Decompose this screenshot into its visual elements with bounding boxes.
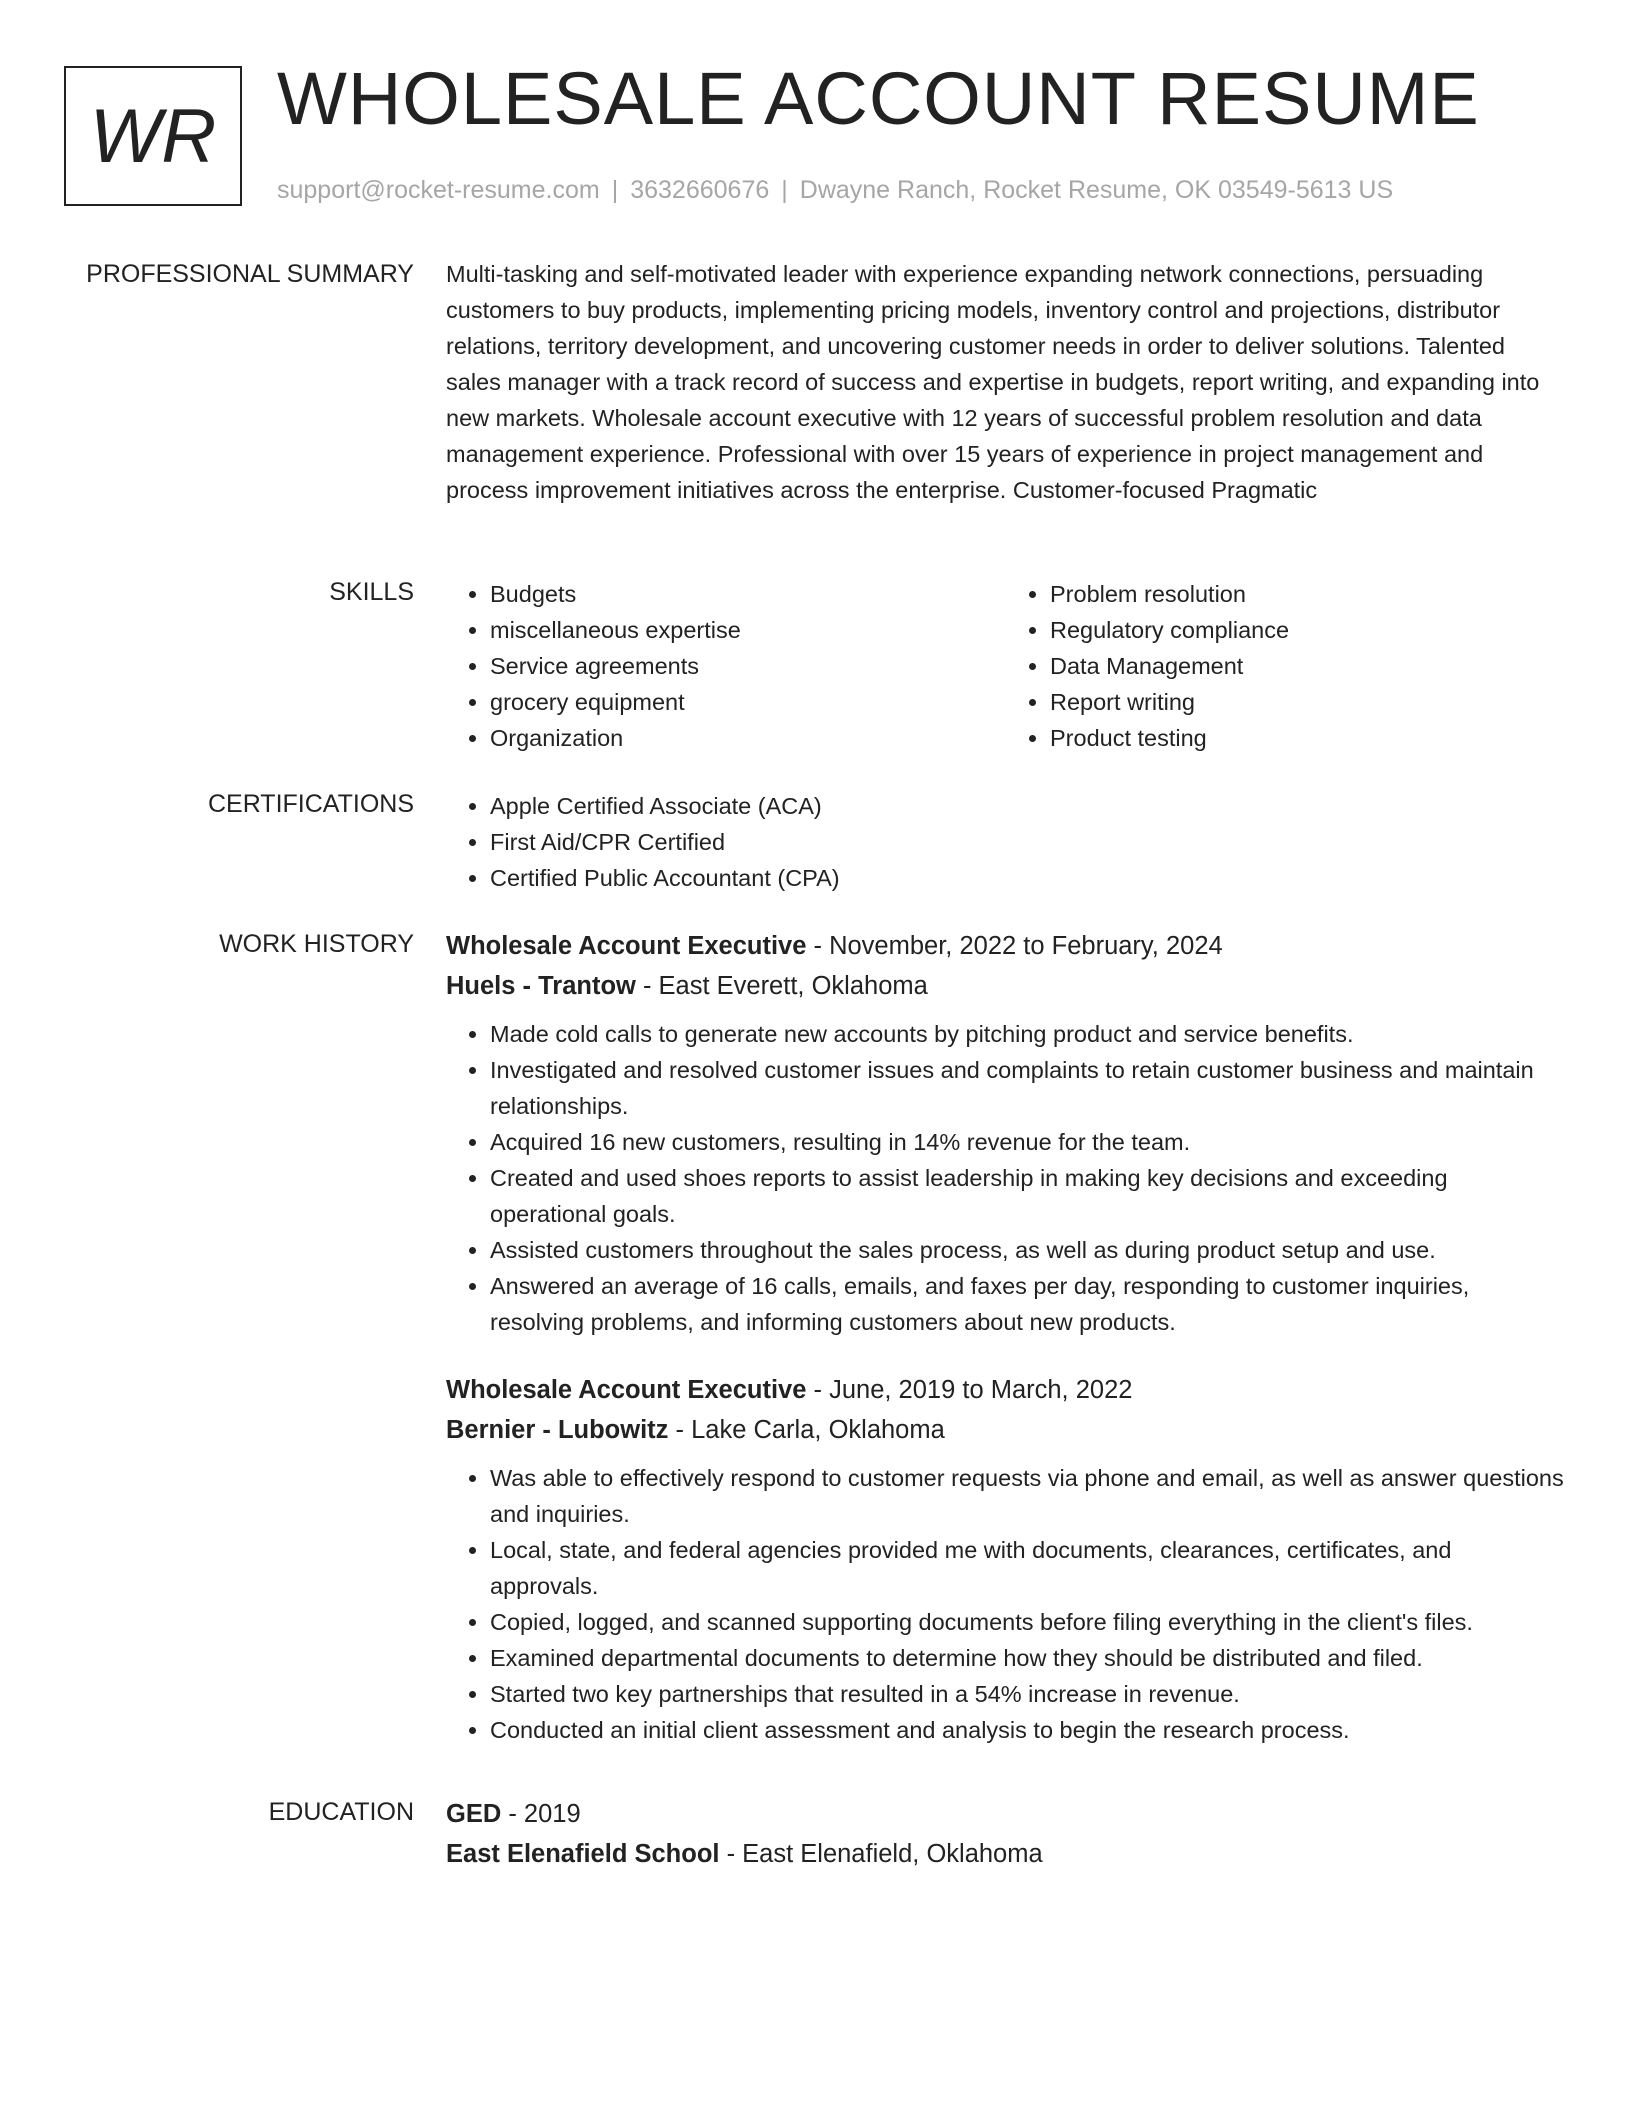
list-item: • Problem resolution [1050,576,1566,612]
education-location: - East Elenafield, Oklahoma [719,1840,1043,1868]
resume-title: WHOLESALE ACCOUNT RESUME [277,57,1480,140]
monogram-box: WR [64,66,242,206]
list-item: • Created and used shoes reports to assist leadership in making key decisions and exceeding operational goals. [490,1160,1566,1232]
list-item: • Local, state, and federal agencies provided me with documents, clearances, certificates, and approvals. [490,1532,1566,1604]
list-item: • First Aid/CPR Certified [490,824,1566,860]
contact-phone: 3632660676 [630,176,770,204]
section-label-summary: PROFESSIONAL SUMMARY [86,260,414,288]
job-dates: - November, 2022 to February, 2024 [806,932,1223,960]
skills-list-right [1006,576,1566,756]
contact-separator: | [611,176,619,204]
education-school: East Elenafield School [446,1840,720,1868]
job-company: Bernier - Lubowitz [446,1416,669,1444]
job-location: - East Everett, Oklahoma [635,972,928,1000]
skills-columns [446,576,1566,756]
list-item: • Apple Certified Associate (ACA) [490,788,1566,824]
section-label-education: EDUCATION [268,1798,414,1826]
job-company: Huels - Trantow [446,972,636,1000]
list-item: • Was able to effectively respond to customer requests via phone and email, as well as answer questions and inquiries. [490,1460,1566,1532]
job-bullets [446,1460,1566,1748]
education-year: - 2019 [501,1800,581,1828]
job-entry [446,1370,1566,1748]
list-item: • Regulatory compliance [1050,612,1566,648]
education-degree-line [446,1794,1566,1834]
job-company-line [446,1410,1566,1450]
job-entry [446,926,1566,1340]
list-item: • Service agreements [490,648,1006,684]
list-item: • grocery equipment [490,684,1006,720]
list-item: • Made cold calls to generate new accounts by pitching product and service benefits. [490,1016,1566,1052]
list-item: • miscellaneous expertise [490,612,1006,648]
section-label-work: WORK HISTORY [219,930,414,958]
section-label-certifications: CERTIFICATIONS [207,790,414,818]
job-title: Wholesale Account Executive [446,1376,807,1404]
contact-email: support@rocket-resume.com [277,176,600,204]
contact-line [277,176,1393,205]
job-bullets [446,1016,1566,1340]
list-item: • Conducted an initial client assessment and analysis to begin the research process. [490,1712,1566,1748]
certifications-body [446,788,1566,896]
skills-list-left [446,576,1006,756]
summary-text: Multi-tasking and self-motivated leader with experience expanding network connections, persuading customers to buy products, implementing pricing models, inventory control and projections, distributor relations, territory development, and uncovering customer needs in order to deliver solutions. Talented sales manager with a track record of success and expertise in budgets, report writing, and expanding into new markets. Wholesale account executive with 12 years of successful problem resolution and data management experience. Professional with over 15 years of experience in project management and process improvement initiatives across the enterprise. Customer-focused Pragmatic [446,261,1540,503]
list-item: • Examined departmental documents to determine how they should be distributed and filed. [490,1640,1566,1676]
list-item: • Data Management [1050,648,1566,684]
contact-separator: | [781,176,788,204]
list-item: • Organization [490,720,1006,756]
job-title: Wholesale Account Executive [446,932,807,960]
list-item: • Assisted customers throughout the sales process, as well as during product setup and use. [490,1232,1566,1268]
job-company-line [446,966,1566,1006]
education-school-line [446,1834,1566,1874]
list-item: • Acquired 16 new customers, resulting in 14% revenue for the team. [490,1124,1566,1160]
list-item: • Started two key partnerships that resulted in a 54% increase in revenue. [490,1676,1566,1712]
list-item: • Budgets [490,576,1006,612]
contact-address: Dwayne Ranch, Rocket Resume, OK 03549-5613 US [799,176,1394,204]
education-degree: GED [446,1800,502,1828]
education-body [446,1794,1566,1874]
section-label-skills: SKILLS [329,578,414,606]
list-item: • Answered an average of 16 calls, emails, and faxes per day, responding to customer inquiries, resolving problems, and informing customers about new products. [490,1268,1566,1340]
list-item: • Investigated and resolved customer issues and complaints to retain customer business and maintain relationships. [490,1052,1566,1124]
job-dates: - June, 2019 to March, 2022 [806,1376,1133,1404]
certifications-list [446,788,1566,896]
job-location: - Lake Carla, Oklahoma [668,1416,945,1444]
job-title-line [446,1370,1566,1410]
list-item: • Certified Public Accountant (CPA) [490,860,1566,896]
job-title-line [446,926,1566,966]
list-item: • Copied, logged, and scanned supporting documents before filing everything in the client's files. [490,1604,1566,1640]
list-item: • Report writing [1050,684,1566,720]
list-item: • Product testing [1050,720,1566,756]
work-body [446,926,1566,1748]
